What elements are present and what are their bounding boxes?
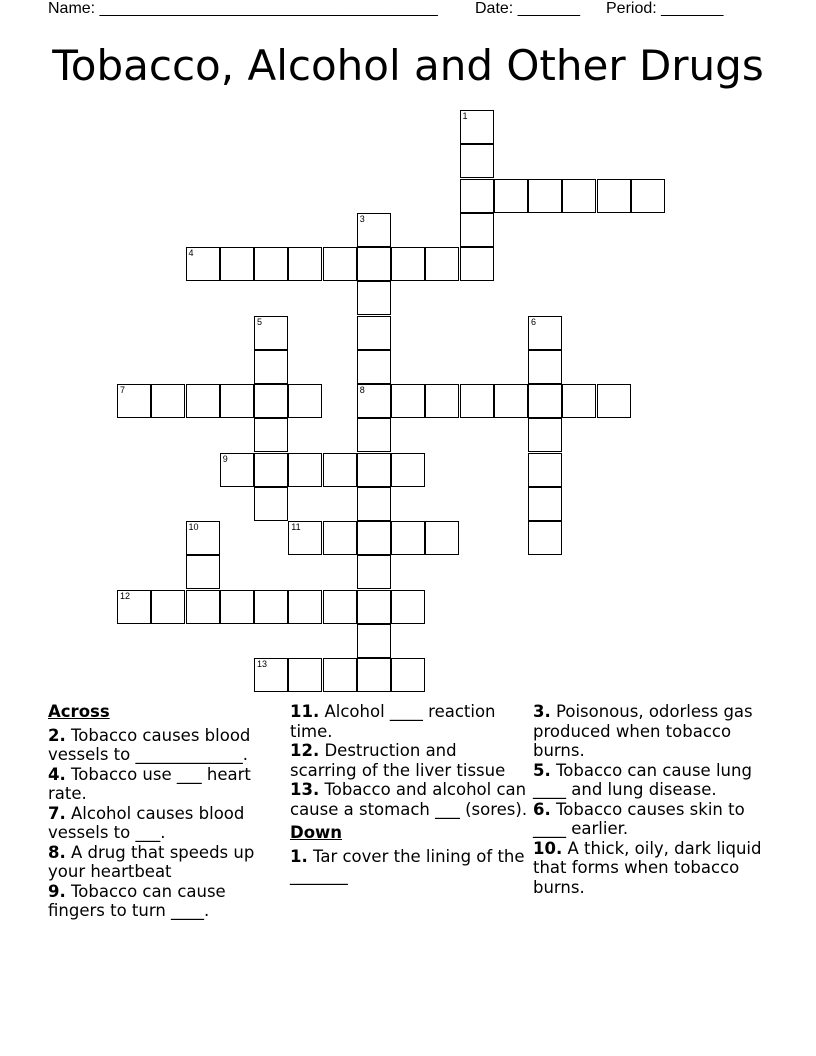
crossword-cell[interactable] bbox=[254, 316, 288, 350]
crossword-cell[interactable] bbox=[357, 624, 391, 658]
crossword-cell[interactable] bbox=[425, 384, 459, 418]
crossword-cell[interactable] bbox=[460, 384, 494, 418]
crossword-cell[interactable] bbox=[323, 247, 357, 281]
crossword-cell[interactable] bbox=[528, 487, 562, 521]
across-heading: Across bbox=[48, 702, 110, 721]
crossword-cell[interactable] bbox=[254, 247, 288, 281]
clue-number: 1 bbox=[462, 111, 468, 121]
clue-number: 4 bbox=[188, 248, 194, 258]
crossword-cell[interactable] bbox=[460, 110, 494, 144]
period-field-label[interactable]: Period: _______ bbox=[606, 0, 724, 17]
clue-across-9: 9. Tobacco can cause fingers to turn ____. bbox=[48, 881, 226, 920]
crossword-cell[interactable] bbox=[391, 384, 425, 418]
crossword-cell[interactable] bbox=[391, 521, 425, 555]
crossword-cell[interactable] bbox=[323, 590, 357, 624]
crossword-cell[interactable] bbox=[391, 658, 425, 692]
crossword-cell[interactable] bbox=[357, 213, 391, 247]
clues-column-3 bbox=[533, 702, 769, 897]
crossword-cell[interactable] bbox=[528, 316, 562, 350]
clue-number: 6 bbox=[531, 316, 537, 327]
crossword-cell[interactable] bbox=[528, 453, 562, 487]
crossword-cell[interactable] bbox=[494, 179, 528, 213]
crossword-cell[interactable] bbox=[254, 350, 288, 384]
crossword-cell[interactable] bbox=[460, 247, 494, 281]
crossword-cell[interactable] bbox=[288, 590, 322, 624]
clue-down-6: 6. Tobacco causes skin to ____ earlier. bbox=[533, 799, 745, 838]
crossword-cell[interactable] bbox=[357, 453, 391, 487]
crossword-cell[interactable] bbox=[562, 384, 596, 418]
crossword-cell[interactable] bbox=[220, 453, 254, 487]
clue-number: 3 bbox=[359, 213, 365, 224]
crossword-cell[interactable] bbox=[357, 247, 391, 281]
crossword-cell[interactable] bbox=[357, 521, 391, 555]
clue-number: 5 bbox=[257, 316, 263, 327]
clue-across-13: 13. Tobacco and alcohol can cause a stomach ___ (sores). bbox=[290, 780, 528, 819]
crossword-cell[interactable] bbox=[357, 487, 391, 521]
crossword-cell[interactable] bbox=[220, 590, 254, 624]
crossword-cell[interactable] bbox=[117, 590, 151, 624]
crossword-cell[interactable] bbox=[528, 350, 562, 384]
clue-number: 8 bbox=[359, 385, 365, 395]
clue-down-3: 3. Poisonous, odorless gas produced when tobacco burns. bbox=[533, 702, 753, 760]
down-heading: Down bbox=[290, 823, 343, 842]
crossword-cell[interactable] bbox=[357, 658, 391, 692]
crossword-cell[interactable] bbox=[528, 521, 562, 555]
crossword-cell[interactable] bbox=[254, 453, 288, 487]
clue-across-2: 2. Tobacco causes blood vessels to _____________. bbox=[48, 725, 251, 764]
crossword-cell[interactable] bbox=[254, 418, 288, 452]
crossword-cell[interactable] bbox=[254, 384, 288, 418]
crossword-cell[interactable] bbox=[357, 316, 391, 350]
crossword-cell[interactable] bbox=[220, 247, 254, 281]
crossword-cell[interactable] bbox=[528, 179, 562, 213]
crossword-cell[interactable] bbox=[254, 487, 288, 521]
crossword-cell[interactable] bbox=[186, 590, 220, 624]
crossword-cell[interactable] bbox=[186, 555, 220, 589]
clue-down-10: 10. A thick, oily, dark liquid that forms when tobacco burns. bbox=[533, 838, 762, 897]
crossword-cell[interactable] bbox=[357, 555, 391, 589]
crossword-cell[interactable] bbox=[562, 179, 596, 213]
crossword-cell[interactable] bbox=[323, 453, 357, 487]
crossword-cell[interactable] bbox=[323, 658, 357, 692]
crossword-cell[interactable] bbox=[391, 247, 425, 281]
crossword-cell[interactable] bbox=[528, 418, 562, 452]
crossword-cell[interactable] bbox=[186, 521, 220, 555]
crossword-cell[interactable] bbox=[288, 453, 322, 487]
crossword-cell[interactable] bbox=[460, 144, 494, 178]
crossword-cell[interactable] bbox=[186, 247, 220, 281]
crossword-cell[interactable] bbox=[117, 384, 151, 418]
clue-across-11: 11. Alcohol ____ reaction time. bbox=[290, 702, 496, 741]
crossword-cell[interactable] bbox=[494, 384, 528, 418]
date-field-label[interactable]: Date: _______ bbox=[475, 0, 580, 17]
clue-across-12: 12. Destruction and scarring of the liver tissue bbox=[290, 741, 506, 780]
crossword-cell[interactable] bbox=[151, 384, 185, 418]
clue-across-4: 4. Tobacco use ___ heart rate. bbox=[48, 764, 251, 803]
crossword-cell[interactable] bbox=[323, 521, 357, 555]
clue-across-8: 8. A drug that speeds up your heartbeat bbox=[48, 842, 255, 881]
clue-number: 10 bbox=[188, 522, 199, 532]
crossword-cell[interactable] bbox=[288, 521, 322, 555]
crossword-cell[interactable] bbox=[460, 179, 494, 213]
crossword-cell[interactable] bbox=[357, 384, 391, 418]
clues-column-2 bbox=[290, 702, 528, 886]
clue-across-7: 7. Alcohol causes blood vessels to ___. bbox=[48, 803, 245, 842]
clues-column-1 bbox=[48, 702, 284, 921]
clue-number: 13 bbox=[257, 659, 268, 669]
page-title: Tobacco, Alcohol and Other Drugs bbox=[52, 41, 764, 90]
crossword-cell[interactable] bbox=[528, 384, 562, 418]
crossword-cell[interactable] bbox=[391, 590, 425, 624]
clue-down-5: 5. Tobacco can cause lung ____ and lung disease. bbox=[533, 760, 752, 799]
crossword-cell[interactable] bbox=[597, 384, 631, 418]
crossword-cell[interactable] bbox=[357, 281, 391, 315]
name-field-label[interactable]: Name: ______________________________________ bbox=[48, 0, 438, 17]
crossword-cell[interactable] bbox=[460, 213, 494, 247]
crossword-cell[interactable] bbox=[254, 590, 288, 624]
crossword-cell[interactable] bbox=[186, 384, 220, 418]
crossword-cell[interactable] bbox=[391, 453, 425, 487]
clue-number: 12 bbox=[120, 590, 131, 601]
crossword-cell[interactable] bbox=[220, 384, 254, 418]
crossword-cell[interactable] bbox=[288, 247, 322, 281]
crossword-cell[interactable] bbox=[357, 590, 391, 624]
crossword-cell[interactable] bbox=[425, 247, 459, 281]
clue-down-1: 1. Tar cover the lining of the _______ bbox=[290, 846, 525, 885]
crossword-cell[interactable] bbox=[288, 658, 322, 692]
clue-number: 7 bbox=[120, 385, 126, 395]
crossword-cell[interactable] bbox=[151, 590, 185, 624]
crossword-cell[interactable] bbox=[254, 658, 288, 692]
crossword-cell[interactable] bbox=[597, 179, 631, 213]
crossword-cell[interactable] bbox=[631, 179, 665, 213]
crossword-cell[interactable] bbox=[288, 384, 322, 418]
clue-number: 9 bbox=[222, 453, 228, 464]
clue-number: 11 bbox=[291, 522, 301, 532]
crossword-cell[interactable] bbox=[357, 350, 391, 384]
crossword-cell[interactable] bbox=[357, 418, 391, 452]
crossword-cell[interactable] bbox=[425, 521, 459, 555]
